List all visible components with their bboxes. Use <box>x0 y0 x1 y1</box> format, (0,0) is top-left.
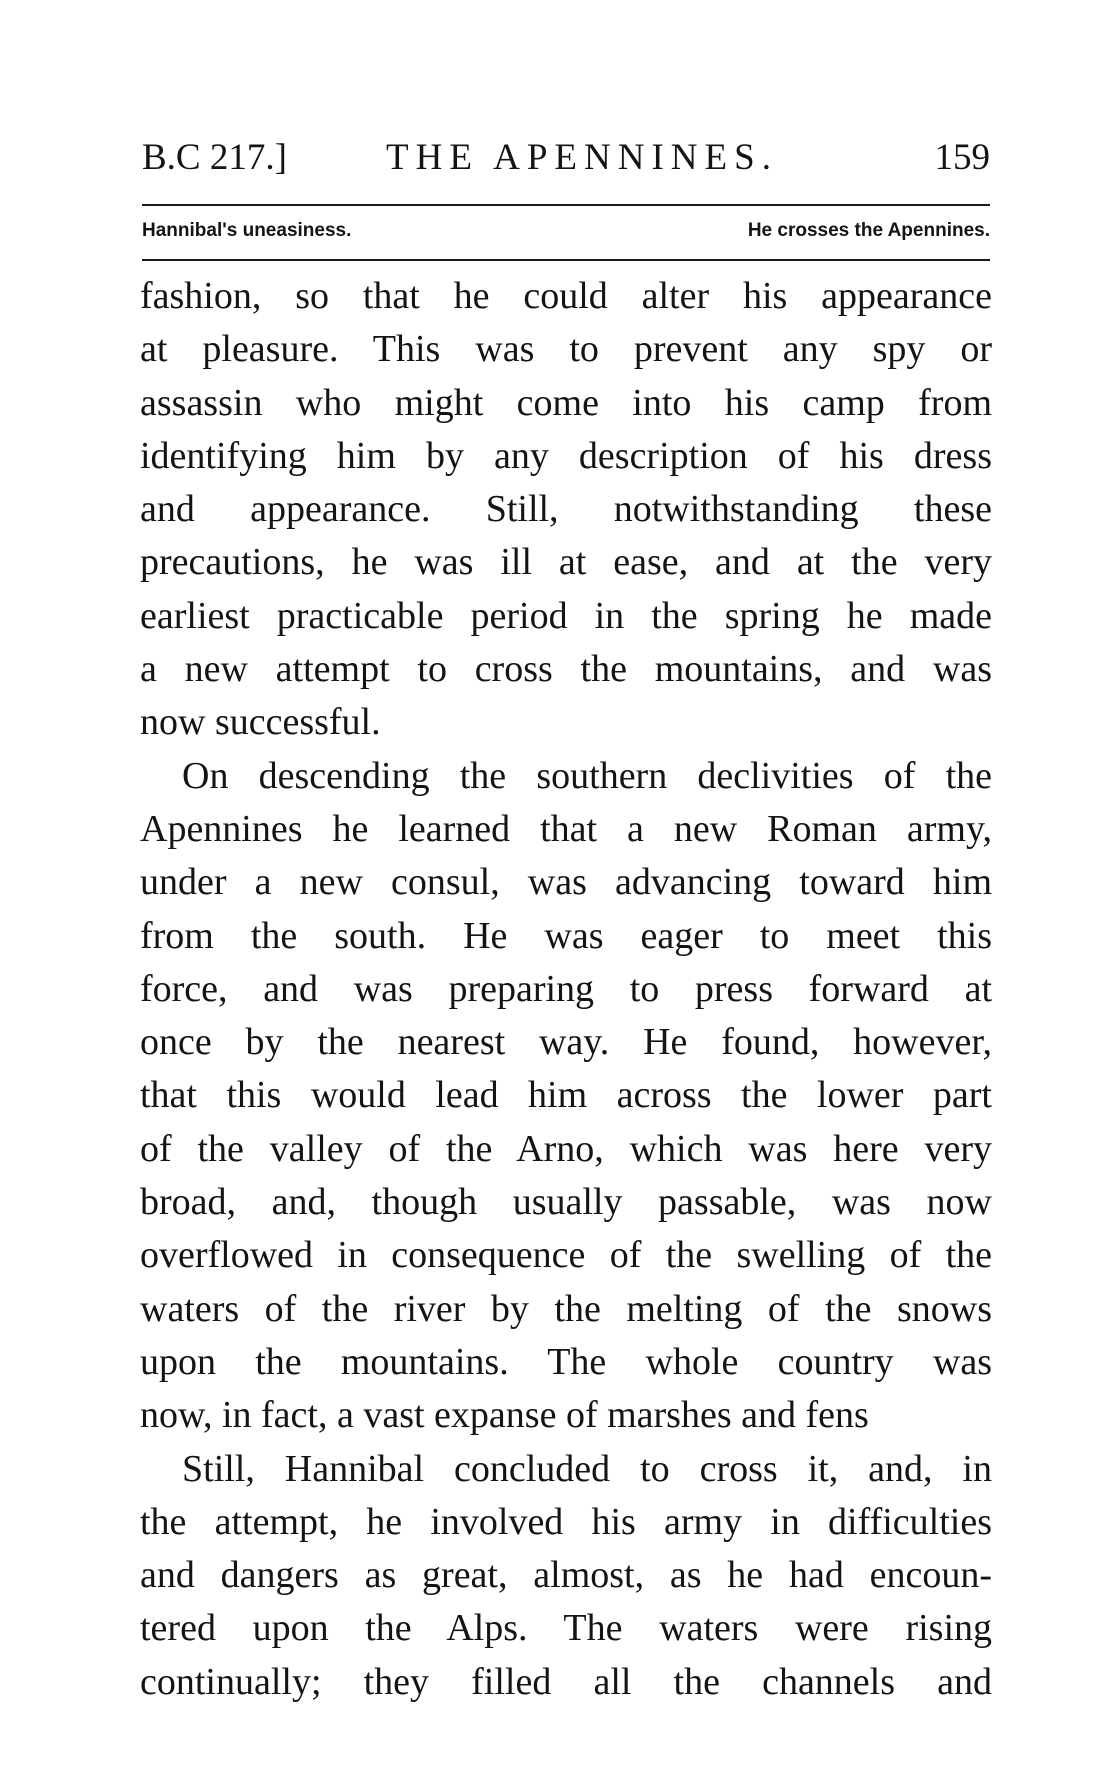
text-line: the attempt, he involved his army in difficulties <box>140 1500 992 1543</box>
subhead-right: He crosses the Apennines. <box>747 220 990 241</box>
subhead-left: Hannibal's uneasiness. <box>142 220 352 241</box>
text-line: that this would lead him across the lower part <box>140 1074 992 1117</box>
text-line: from the south. He was eager to meet this <box>140 914 992 957</box>
text-line: of the valley of the Arno, which was here very <box>140 1127 992 1170</box>
body-text <box>140 270 992 1709</box>
text-line: broad, and, though usually passable, was now <box>140 1181 992 1224</box>
text-line: and appearance. Still, notwithstanding these <box>140 488 992 531</box>
text-line: now successful. <box>140 701 381 744</box>
text-line: earliest practicable period in the spring he made <box>140 594 992 637</box>
text-line: at pleasure. This was to prevent any spy or <box>140 328 992 371</box>
text-line: upon the mountains. The whole country was <box>140 1340 992 1383</box>
text-line: waters of the river by the melting of the snows <box>140 1287 992 1330</box>
text-line: overflowed in consequence of the swelling of the <box>140 1234 992 1277</box>
header-rule-bottom <box>142 259 990 261</box>
text-line: under a new consul, was advancing toward him <box>140 861 992 904</box>
text-line: On descending the southern declivities of the <box>182 754 992 797</box>
text-line: Still, Hannibal concluded to cross it, and, in <box>182 1447 992 1490</box>
text-line: Apennines he learned that a new Roman army, <box>140 807 992 850</box>
text-line: a new attempt to cross the mountains, and was <box>140 648 992 691</box>
text-line: assassin who might come into his camp from <box>140 381 992 424</box>
text-line: precautions, he was ill at ease, and at the very <box>140 541 992 584</box>
text-line: tered upon the Alps. The waters were rising <box>140 1607 992 1650</box>
header-date: B.C 217.] <box>142 137 287 178</box>
text-line: and dangers as great, almost, as he had encoun- <box>140 1554 992 1597</box>
text-line: force, and was preparing to press forward at <box>140 967 992 1010</box>
text-line: now, in fact, a vast expanse of marshes and fens <box>140 1394 869 1437</box>
running-header <box>142 128 990 188</box>
marginal-subheads <box>142 216 990 250</box>
page-number: 159 <box>934 137 990 178</box>
text-line: fashion, so that he could alter his appearance <box>140 275 992 317</box>
text-line: identifying him by any description of his dress <box>140 434 992 477</box>
text-line: once by the nearest way. He found, however, <box>140 1021 992 1064</box>
header-title: THE APENNINES. <box>386 137 778 178</box>
header-rule-top <box>142 204 990 206</box>
text-line: continually; they filled all the channels and <box>140 1660 992 1703</box>
